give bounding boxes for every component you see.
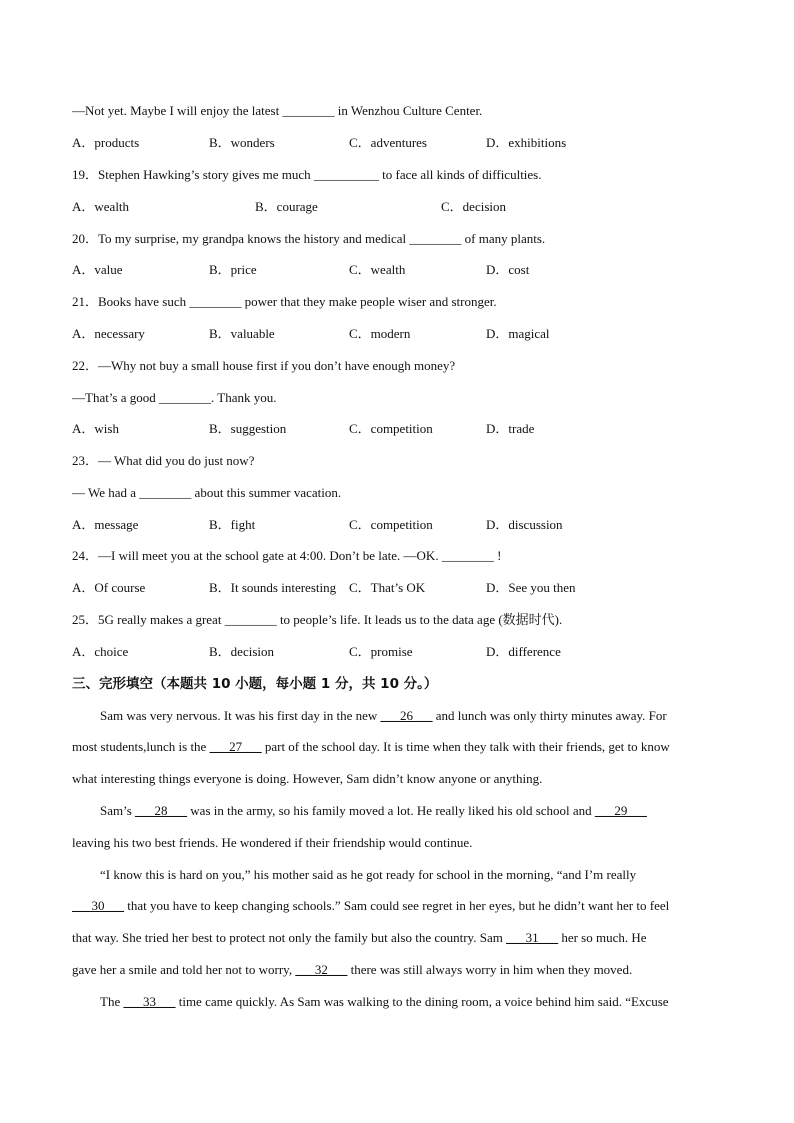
option-d: D．trade (486, 421, 535, 436)
option-a: A．necessary (72, 326, 145, 341)
passage-text: Sam’s (100, 803, 136, 818)
blank-33: ___33___ (123, 994, 176, 1009)
question-22-stem: 22．—Why not buy a small house first if you don’t have enough money? (72, 358, 456, 373)
option-d: D．exhibitions (486, 135, 567, 150)
blank-26: ___26___ (380, 708, 433, 723)
option-b: B．valuable (209, 326, 275, 341)
option-c: C．adventures (349, 135, 427, 150)
passage-text: and lunch was only thirty minutes away. For (432, 708, 667, 723)
blank-27: ___27___ (209, 739, 262, 754)
passage-line (100, 994, 722, 1010)
option-c: C．That’s OK (349, 580, 426, 595)
option-b: B．fight (209, 517, 256, 532)
blank-31: ___31___ (506, 930, 559, 945)
option-d: D．difference (486, 644, 561, 659)
passage-line (100, 803, 722, 819)
passage-line (72, 739, 722, 755)
blank-30: ___30___ (72, 898, 124, 913)
option-d: D．cost (486, 262, 530, 277)
passage-line (100, 708, 722, 724)
option-a: A．message (72, 517, 139, 532)
passage-line: what interesting things everyone is doing. However, Sam didn’t know anyone or anything. (72, 771, 543, 786)
option-c: C．modern (349, 326, 411, 341)
option-b: B．decision (209, 644, 274, 659)
option-d: D．See you then (486, 580, 576, 595)
option-d: D．discussion (486, 517, 563, 532)
question-25-stem: 25．5G really makes a great ________ to people’s life. It leads us to the data age (数据时代). (72, 612, 563, 627)
passage-line: leaving his two best friends. He wondered if their friendship would continue. (72, 835, 473, 850)
question-19-stem: 19．Stephen Hawking’s story gives me much __________ to face all kinds of difficulties. (72, 167, 542, 182)
question-22-reply: —That’s a good ________. Thank you. (72, 390, 277, 405)
option-c: C．competition (349, 421, 433, 436)
passage-line (72, 898, 722, 914)
question-18-answer-line: —Not yet. Maybe I will enjoy the latest ________ in Wenzhou Culture Center. (72, 103, 483, 118)
option-b: B．wonders (209, 135, 275, 150)
passage-text: Sam was very nervous. It was his first day in the new (100, 708, 381, 723)
passage-line: “I know this is hard on you,” his mother said as he got ready for school in the morning, “and I’m really (100, 867, 637, 882)
option-b: B．price (209, 262, 257, 277)
option-c: C．promise (349, 644, 413, 659)
passage-text: that way. She tried her best to protect not only the family but also the country. Sam (72, 930, 507, 945)
blank-29: ___29___ (594, 803, 647, 818)
blank-32: ___32___ (295, 962, 348, 977)
option-c: C．decision (441, 199, 506, 214)
question-23-reply: — We had a ________ about this summer vacation. (72, 485, 342, 500)
passage-text: was in the army, so his family moved a lot. He really liked his old school and (187, 803, 595, 818)
section-title: 三、完形填空（本题共 10 小题，每小题 1 分，共 10 分。） (72, 676, 438, 692)
passage-text: time came quickly. As Sam was walking to the dining room, a voice behind him said. “Excuse (175, 994, 669, 1009)
question-20-stem: 20．To my surprise, my grandpa knows the history and medical ________ of many plants. (72, 231, 546, 246)
passage-text: most students,lunch is the (72, 739, 210, 754)
passage-line (72, 962, 722, 978)
option-b: B．suggestion (209, 421, 287, 436)
option-c: C．wealth (349, 262, 406, 277)
passage-text: there was still always worry in him when they moved. (347, 962, 633, 977)
option-d: D．magical (486, 326, 550, 341)
passage-text: gave her a smile and told her not to worry, (72, 962, 296, 977)
option-b: B．It sounds interesting (209, 580, 337, 595)
passage-line (72, 930, 722, 946)
passage-text: that you have to keep changing schools.” Sam could see regret in her eyes, but he didn’t want her to feel (124, 898, 670, 913)
blank-28: ___28___ (135, 803, 188, 818)
passage-text: her so much. He (558, 930, 647, 945)
option-a: A．wealth (72, 199, 130, 214)
passage-text: part of the school day. It is time when they talk with their friends, get to know (261, 739, 670, 754)
option-a: A．wish (72, 421, 119, 436)
option-a: A．value (72, 262, 123, 277)
question-23-stem: 23．— What did you do just now? (72, 453, 255, 468)
option-a: A．Of course (72, 580, 146, 595)
question-24-stem: 24．—I will meet you at the school gate at 4:00. Don’t be late. —OK. ________ ! (72, 548, 502, 563)
option-a: A．products (72, 135, 140, 150)
option-a: A．choice (72, 644, 129, 659)
question-21-stem: 21．Books have such ________ power that they make people wiser and stronger. (72, 294, 497, 309)
option-c: C．competition (349, 517, 433, 532)
passage-text: The (100, 994, 124, 1009)
option-b: B．courage (255, 199, 318, 214)
